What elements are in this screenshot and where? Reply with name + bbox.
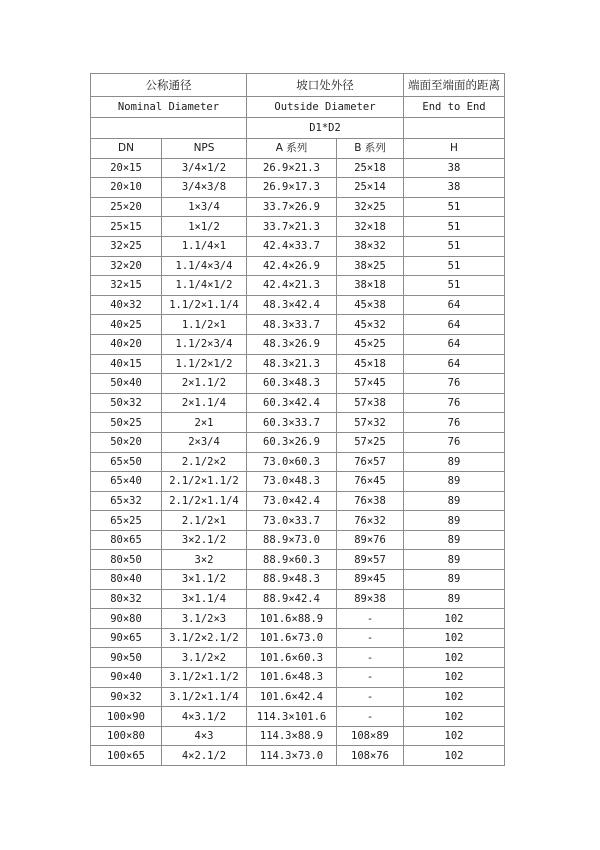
cell-b-series: 89×57 [337, 550, 404, 570]
cell-a-series: 101.6×48.3 [247, 668, 337, 688]
cell-b-series: 89×45 [337, 570, 404, 590]
table-row [91, 687, 505, 707]
cell-dn: 20×15 [91, 158, 162, 178]
cell-dn: 50×25 [91, 413, 162, 433]
table-row [91, 511, 505, 531]
cell-b-series: 25×18 [337, 158, 404, 178]
cell-b-series: - [337, 707, 404, 727]
cell-b-series: 108×89 [337, 726, 404, 746]
cell-dn: 65×50 [91, 452, 162, 472]
cell-dn: 80×50 [91, 550, 162, 570]
header-row-en [91, 97, 505, 118]
cell-nps: 4×2.1/2 [162, 746, 247, 766]
cell-nps: 1.1/2×1.1/4 [162, 295, 247, 315]
cell-a-series: 101.6×73.0 [247, 628, 337, 648]
cell-h: 102 [404, 609, 505, 629]
cell-a-series: 60.3×26.9 [247, 432, 337, 452]
cell-h: 102 [404, 668, 505, 688]
table-row [91, 648, 505, 668]
cell-a-series: 101.6×42.4 [247, 687, 337, 707]
cell-b-series: 38×32 [337, 236, 404, 256]
table-row [91, 413, 505, 433]
cell-a-series: 42.4×33.7 [247, 236, 337, 256]
cell-a-series: 73.0×33.7 [247, 511, 337, 531]
cell-a-series: 88.9×42.4 [247, 589, 337, 609]
cell-nps: 1.1/4×1 [162, 236, 247, 256]
cell-a-series: 33.7×21.3 [247, 217, 337, 237]
table-row [91, 530, 505, 550]
cell-nps: 1.1/2×3/4 [162, 334, 247, 354]
cell-nps: 3×1.1/2 [162, 570, 247, 590]
cell-b-series: 32×25 [337, 197, 404, 217]
end-to-end-en: End to End [404, 97, 505, 118]
cell-a-series: 26.9×17.3 [247, 178, 337, 198]
cell-dn: 50×20 [91, 432, 162, 452]
table-row [91, 432, 505, 452]
cell-h: 89 [404, 530, 505, 550]
cell-h: 64 [404, 315, 505, 335]
cell-nps: 2×1.1/2 [162, 374, 247, 394]
cell-a-series: 60.3×42.4 [247, 393, 337, 413]
table-row [91, 550, 505, 570]
cell-dn: 65×40 [91, 472, 162, 492]
cell-dn: 25×15 [91, 217, 162, 237]
table-row [91, 589, 505, 609]
cell-h: 51 [404, 256, 505, 276]
cell-h: 102 [404, 648, 505, 668]
cell-b-series: 57×38 [337, 393, 404, 413]
cell-a-series: 101.6×88.9 [247, 609, 337, 629]
cell-b-series: 57×25 [337, 432, 404, 452]
nominal-diameter-cn: 公称通径 [91, 74, 247, 97]
cell-a-series: 88.9×60.3 [247, 550, 337, 570]
header-row-d1d2 [91, 118, 505, 139]
cell-b-series: 45×25 [337, 334, 404, 354]
table-row [91, 668, 505, 688]
cell-a-series: 48.3×33.7 [247, 315, 337, 335]
cell-dn: 100×80 [91, 726, 162, 746]
cell-nps: 3/4×1/2 [162, 158, 247, 178]
cell-nps: 4×3 [162, 726, 247, 746]
cell-nps: 3/4×3/8 [162, 178, 247, 198]
cell-h: 89 [404, 550, 505, 570]
cell-nps: 2×1 [162, 413, 247, 433]
table-body [91, 74, 505, 766]
table-row [91, 628, 505, 648]
col-dn: DN [91, 139, 162, 159]
cell-nps: 2.1/2×1.1/2 [162, 472, 247, 492]
cell-dn: 80×65 [91, 530, 162, 550]
cell-b-series: 108×76 [337, 746, 404, 766]
cell-nps: 3.1/2×2.1/2 [162, 628, 247, 648]
end-to-end-cn: 端面至端面的距离 [404, 74, 505, 97]
cell-nps: 1×1/2 [162, 217, 247, 237]
cell-dn: 90×40 [91, 668, 162, 688]
cell-dn: 50×32 [91, 393, 162, 413]
col-b-series: B 系列 [337, 139, 404, 159]
cell-a-series: 114.3×73.0 [247, 746, 337, 766]
cell-a-series: 33.7×26.9 [247, 197, 337, 217]
cell-nps: 3×2.1/2 [162, 530, 247, 550]
cell-nps: 3.1/2×1.1/2 [162, 668, 247, 688]
col-h: H [404, 139, 505, 159]
cell-h: 102 [404, 687, 505, 707]
cell-nps: 1.1/2×1 [162, 315, 247, 335]
cell-b-series: 57×32 [337, 413, 404, 433]
cell-nps: 3.1/2×3 [162, 609, 247, 629]
table-row [91, 354, 505, 374]
cell-nps: 1.1/4×3/4 [162, 256, 247, 276]
cell-h: 51 [404, 217, 505, 237]
table-row [91, 178, 505, 198]
cell-b-series: 25×14 [337, 178, 404, 198]
cell-dn: 65×32 [91, 491, 162, 511]
table-row [91, 334, 505, 354]
table-row [91, 491, 505, 511]
cell-b-series: 89×76 [337, 530, 404, 550]
cell-a-series: 48.3×42.4 [247, 295, 337, 315]
header-row-cn [91, 74, 505, 97]
cell-b-series: 45×38 [337, 295, 404, 315]
cell-h: 38 [404, 178, 505, 198]
cell-b-series: - [337, 609, 404, 629]
table-row [91, 374, 505, 394]
cell-h: 89 [404, 491, 505, 511]
cell-h: 51 [404, 236, 505, 256]
cell-a-series: 88.9×48.3 [247, 570, 337, 590]
cell-nps: 1.1/2×1/2 [162, 354, 247, 374]
cell-dn: 25×20 [91, 197, 162, 217]
cell-b-series: 76×32 [337, 511, 404, 531]
cell-dn: 40×15 [91, 354, 162, 374]
cell-b-series: 76×45 [337, 472, 404, 492]
d1-d2-label: D1*D2 [247, 118, 404, 139]
table-row [91, 295, 505, 315]
cell-b-series: - [337, 648, 404, 668]
cell-h: 51 [404, 197, 505, 217]
cell-dn: 90×32 [91, 687, 162, 707]
table-row [91, 236, 505, 256]
table-row [91, 256, 505, 276]
cell-dn: 50×40 [91, 374, 162, 394]
cell-a-series: 26.9×21.3 [247, 158, 337, 178]
cell-nps: 3.1/2×1.1/4 [162, 687, 247, 707]
cell-dn: 40×20 [91, 334, 162, 354]
cell-a-series: 88.9×73.0 [247, 530, 337, 550]
cell-dn: 100×65 [91, 746, 162, 766]
cell-h: 64 [404, 354, 505, 374]
reducer-dimension-table [90, 73, 505, 766]
cell-h: 64 [404, 334, 505, 354]
cell-a-series: 48.3×21.3 [247, 354, 337, 374]
cell-nps: 2×1.1/4 [162, 393, 247, 413]
col-nps: NPS [162, 139, 247, 159]
cell-a-series: 73.0×48.3 [247, 472, 337, 492]
cell-dn: 20×10 [91, 178, 162, 198]
cell-b-series: 76×38 [337, 491, 404, 511]
cell-b-series: 32×18 [337, 217, 404, 237]
cell-h: 76 [404, 393, 505, 413]
cell-nps: 4×3.1/2 [162, 707, 247, 727]
cell-b-series: 57×45 [337, 374, 404, 394]
cell-a-series: 101.6×60.3 [247, 648, 337, 668]
table-row [91, 276, 505, 296]
cell-a-series: 114.3×101.6 [247, 707, 337, 727]
cell-dn: 32×20 [91, 256, 162, 276]
cell-dn: 90×65 [91, 628, 162, 648]
cell-nps: 3×1.1/4 [162, 589, 247, 609]
cell-dn: 65×25 [91, 511, 162, 531]
table-row [91, 393, 505, 413]
cell-h: 102 [404, 628, 505, 648]
cell-nps: 2×3/4 [162, 432, 247, 452]
outside-diameter-cn: 坡口处外径 [247, 74, 404, 97]
cell-a-series: 114.3×88.9 [247, 726, 337, 746]
cell-b-series: - [337, 668, 404, 688]
cell-b-series: - [337, 687, 404, 707]
cell-h: 51 [404, 276, 505, 296]
table-row [91, 570, 505, 590]
cell-dn: 90×80 [91, 609, 162, 629]
table-row [91, 472, 505, 492]
table-row [91, 746, 505, 766]
table-row [91, 217, 505, 237]
cell-a-series: 60.3×33.7 [247, 413, 337, 433]
column-header-row [91, 139, 505, 159]
cell-h: 64 [404, 295, 505, 315]
outside-diameter-en: Outside Diameter [247, 97, 404, 118]
cell-nps: 2.1/2×1.1/4 [162, 491, 247, 511]
cell-dn: 80×32 [91, 589, 162, 609]
cell-a-series: 60.3×48.3 [247, 374, 337, 394]
cell-b-series: 45×32 [337, 315, 404, 335]
table-row [91, 609, 505, 629]
col-a-series: A 系列 [247, 139, 337, 159]
table-row [91, 707, 505, 727]
cell-b-series: 38×18 [337, 276, 404, 296]
cell-b-series: 38×25 [337, 256, 404, 276]
cell-nps: 3×2 [162, 550, 247, 570]
cell-dn: 32×15 [91, 276, 162, 296]
cell-nps: 2.1/2×1 [162, 511, 247, 531]
table-row [91, 158, 505, 178]
nominal-diameter-en: Nominal Diameter [91, 97, 247, 118]
cell-h: 89 [404, 472, 505, 492]
cell-dn: 100×90 [91, 707, 162, 727]
cell-dn: 80×40 [91, 570, 162, 590]
cell-a-series: 48.3×26.9 [247, 334, 337, 354]
cell-h: 102 [404, 746, 505, 766]
cell-h: 89 [404, 452, 505, 472]
cell-h: 102 [404, 707, 505, 727]
cell-b-series: 45×18 [337, 354, 404, 374]
cell-h: 89 [404, 570, 505, 590]
cell-h: 102 [404, 726, 505, 746]
cell-dn: 40×32 [91, 295, 162, 315]
cell-h: 89 [404, 511, 505, 531]
cell-h: 76 [404, 413, 505, 433]
table-row [91, 726, 505, 746]
cell-dn: 90×50 [91, 648, 162, 668]
cell-h: 38 [404, 158, 505, 178]
cell-nps: 2.1/2×2 [162, 452, 247, 472]
table-row [91, 197, 505, 217]
cell-nps: 1.1/4×1/2 [162, 276, 247, 296]
cell-h: 76 [404, 374, 505, 394]
cell-b-series: 89×38 [337, 589, 404, 609]
cell-a-series: 73.0×60.3 [247, 452, 337, 472]
cell-h: 89 [404, 589, 505, 609]
blank-cell [404, 118, 505, 139]
blank-cell [91, 118, 247, 139]
cell-b-series: - [337, 628, 404, 648]
cell-dn: 40×25 [91, 315, 162, 335]
table-row [91, 452, 505, 472]
cell-a-series: 73.0×42.4 [247, 491, 337, 511]
cell-h: 76 [404, 432, 505, 452]
cell-b-series: 76×57 [337, 452, 404, 472]
cell-a-series: 42.4×26.9 [247, 256, 337, 276]
cell-a-series: 42.4×21.3 [247, 276, 337, 296]
table-row [91, 315, 505, 335]
cell-nps: 1×3/4 [162, 197, 247, 217]
cell-nps: 3.1/2×2 [162, 648, 247, 668]
cell-dn: 32×25 [91, 236, 162, 256]
